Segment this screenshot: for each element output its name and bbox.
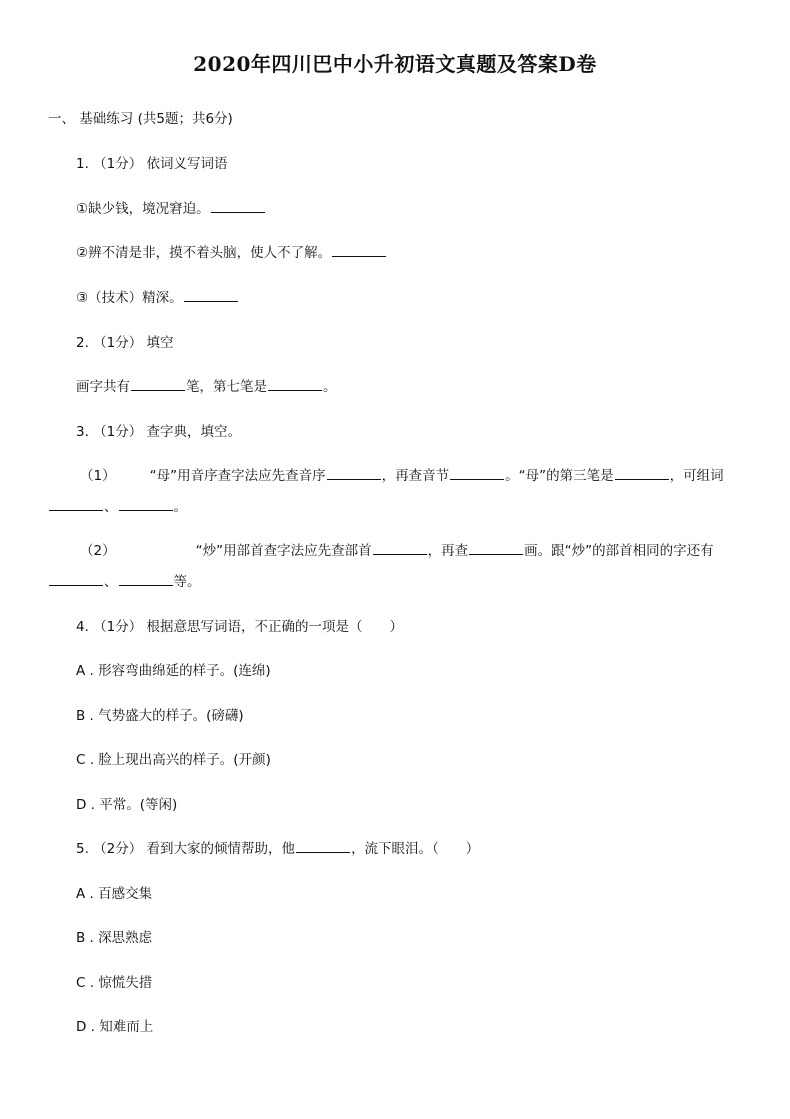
answer-blank[interactable] [49, 573, 103, 586]
answer-blank[interactable] [332, 244, 386, 257]
question-3-sub-2-cont [48, 573, 201, 591]
sub-2-text-c: 画。跟“炒”的部首相同的字还有 [524, 543, 714, 559]
answer-blank[interactable] [131, 378, 185, 391]
question-1-item-2-text: ②辨不清是非，摸不着头脑，使人不了解。 [76, 245, 332, 261]
answer-blank[interactable] [49, 498, 103, 511]
question-5-text-b: ，流下眼泪。（ ） [351, 841, 480, 857]
answer-blank[interactable] [327, 467, 381, 480]
question-4-option-a[interactable]: A . 形容弯曲绵延的样子。(连绵) [76, 663, 271, 679]
answer-blank[interactable] [268, 378, 322, 391]
sub-2-text-a: “炒”用部首查字法应先查部首 [195, 543, 372, 559]
sub-1-text-e: 、 [104, 499, 118, 515]
question-4-option-b[interactable]: B . 气势盛大的样子。(磅礴) [76, 708, 244, 724]
answer-blank[interactable] [615, 467, 669, 480]
question-4-option-d[interactable]: D . 平常。(等闲) [76, 797, 178, 813]
question-1-stem: 1. （1分） 依词义写词语 [76, 156, 228, 172]
question-2-text-3: 。 [323, 379, 337, 395]
question-1-item-1 [76, 200, 266, 218]
answer-blank[interactable] [373, 542, 427, 555]
question-2-stem: 2. （1分） 填空 [76, 335, 174, 351]
question-5-option-d[interactable]: D . 知难而上 [76, 1019, 154, 1035]
answer-blank[interactable] [184, 289, 238, 302]
question-1-item-3-text: ③（技术）精深。 [76, 290, 183, 306]
question-4-option-c[interactable]: C . 脸上现出高兴的样子。(开颜) [76, 752, 271, 768]
question-3-sub-1-cont [48, 498, 187, 516]
question-5-option-a[interactable]: A . 百感交集 [76, 886, 153, 902]
sub-1-text-a: “母”用音序查字法应先查音序 [149, 468, 326, 484]
question-1-item-1-text: ①缺少钱，境况窘迫。 [76, 201, 210, 217]
answer-blank[interactable] [211, 200, 265, 213]
page-title: 2020年四川巴中小升初语文真题及答案D卷 [193, 52, 597, 76]
sub-2-text-b: ，再查 [427, 543, 469, 559]
question-2-text-2: 笔，第七笔是 [186, 379, 267, 395]
question-4-stem: 4. （1分） 根据意思写词语，不正确的一项是（ ） [76, 619, 404, 635]
question-2-body [76, 378, 337, 396]
sub-number: （2） [80, 543, 116, 559]
question-2-text-1: 画字共有 [76, 379, 130, 395]
sub-2-text-e: 等。 [173, 574, 201, 590]
section-header: 一、 基础练习 (共5题；共6分) [48, 111, 233, 127]
question-3-stem: 3. （1分） 查字典，填空。 [76, 424, 242, 440]
question-5-option-c[interactable]: C . 惊慌失措 [76, 975, 153, 991]
sub-1-text-f: 。 [173, 499, 187, 515]
question-1-item-3 [76, 289, 239, 307]
question-5-text-a: 5. （2分） 看到大家的倾情帮助，他 [76, 841, 296, 857]
answer-blank[interactable] [450, 467, 504, 480]
question-3-sub-2 [80, 542, 714, 560]
sub-number: （1） [80, 468, 116, 484]
sub-1-text-d: ，可组词 [669, 468, 724, 484]
sub-1-text-b: ，再查音节 [381, 468, 450, 484]
question-1-item-2 [76, 244, 387, 262]
question-3-sub-1 [80, 467, 724, 485]
answer-blank[interactable] [119, 498, 173, 511]
question-5-stem [76, 840, 479, 858]
answer-blank[interactable] [296, 840, 350, 853]
answer-blank[interactable] [119, 573, 173, 586]
answer-blank[interactable] [469, 542, 523, 555]
question-5-option-b[interactable]: B . 深思熟虑 [76, 930, 153, 946]
sub-1-text-c: 。“母”的第三笔是 [505, 468, 614, 484]
sub-2-text-d: 、 [104, 574, 118, 590]
